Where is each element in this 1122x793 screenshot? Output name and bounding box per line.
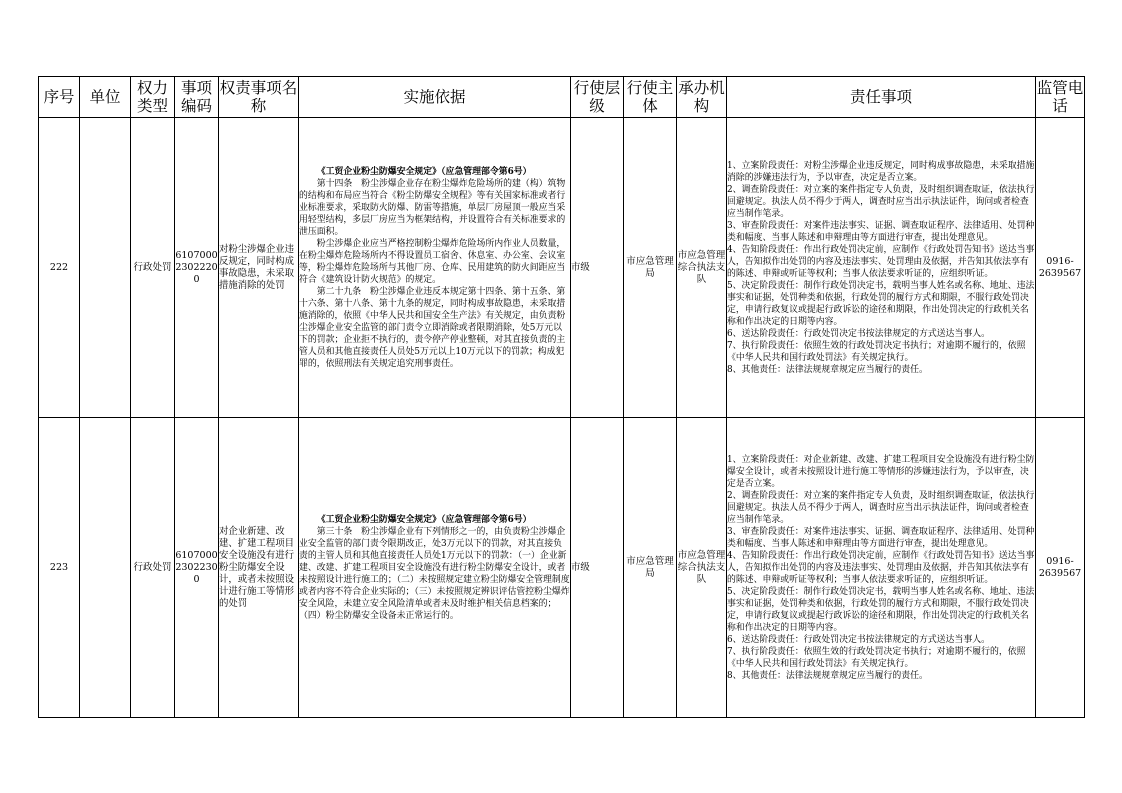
header-agency: 承办机构	[677, 77, 727, 118]
responsibility-item: 2、调查阶段责任：对立案的案件指定专人负责，及时组织调查取证，依法执行回避规定。执法人员不得少于两人，调查时应当出示执法证件，询问或者检查应当制作笔录。	[727, 490, 1035, 525]
table-row	[39, 118, 1085, 418]
responsibility-item: 8、其他责任：法律法规规章规定应当履行的责任。	[727, 670, 928, 681]
responsibility-cell	[727, 118, 1036, 418]
basis-paragraph: 第二十九条 粉尘涉爆企业违反本规定第十四条、第十五条、第十六条、第十八条、第十九条的规定，同时构成事故隐患，未采取措施消除的，依照《中华人民共和国安全生产法》有关规定，由负责粉尘涉爆企业安全监管的部门责令立即消除或者限期消除，处5万元以下的罚款；企业拒不执行的，责令停产停业整顿，对其直接负责的主管人员和其他直接责任人员处5万元以上10万元以下的罚款；构成犯罪的，依照刑法有关规定追究刑事责任。	[299, 286, 566, 369]
table-header-row	[39, 77, 1085, 118]
header-basis: 实施依据	[299, 77, 571, 118]
item-code-cell: 610700023022200	[175, 118, 219, 418]
responsibility-item: 8、其他责任：法律法规规章规定应当履行的责任。	[727, 364, 928, 375]
responsibility-item: 6、送达阶段责任：行政处罚决定书按法律规定的方式送达当事人。	[727, 328, 991, 339]
seq-cell: 223	[39, 418, 80, 718]
level-cell: 市级	[571, 418, 624, 718]
responsibility-item: 2、调查阶段责任：对立案的案件指定专人负责，及时组织调查取证，依法执行回避规定。执法人员不得少于两人，调查时应当出示执法证件，询问或者检查应当制作笔录。	[727, 184, 1035, 219]
power-type-cell: 行政处罚	[131, 418, 175, 718]
responsibility-item: 3、审查阶段责任：对案件违法事实、证据、调查取证程序、法律适用、处罚种类和幅度、当事人陈述和申辩理由等方面进行审查，提出处理意见。	[727, 526, 1035, 549]
phone-cell: 0916-2639567	[1036, 118, 1085, 418]
responsibility-item: 5、决定阶段责任：制作行政处罚决定书，载明当事人姓名或名称、地址、违法事实和证据，处罚种类和依据，行政处罚的履行方式和期限，不服行政处罚决定，申请行政复议或提起行政诉讼的途径和期限，作出处罚决定的行政机关名称和作出决定的日期等内容。	[727, 280, 1035, 327]
responsibility-item: 4、告知阶段责任：作出行政处罚决定前，应制作《行政处罚告知书》送达当事人，告知拟作出处罚的内容及违法事实、处罚理由及依据，并告知其依法享有的陈述、申辩或听证等权利；当事人依法要求听证的，应组织听证。	[727, 550, 1035, 585]
responsibility-item: 1、立案阶段责任：对粉尘涉爆企业违反规定，同时构成事故隐患，未采取措施消除的涉嫌违法行为，予以审查，决定是否立案。	[727, 160, 1035, 183]
header-item-code: 事项编码	[175, 77, 219, 118]
power-type-cell: 行政处罚	[131, 118, 175, 418]
agency-cell: 市应急管理综合执法支队	[677, 118, 727, 418]
item-code-cell: 610700023022300	[175, 418, 219, 718]
responsibility-item: 7、执行阶段责任：依照生效的行政处罚决定书执行；对逾期不履行的，依照《中华人民共和国行政处罚法》有关规定执行。	[727, 646, 1026, 669]
header-phone: 监管电话	[1036, 77, 1085, 118]
responsibility-item: 6、送达阶段责任：行政处罚决定书按法律规定的方式送达当事人。	[727, 634, 991, 645]
basis-cell	[299, 118, 571, 418]
header-responsibility: 责任事项	[727, 77, 1036, 118]
seq-cell: 222	[39, 118, 80, 418]
item-name-cell: 对企业新建、改建、扩建工程项目安全设施没有进行粉尘防爆安全设计，或者未按照设计进行施工等情形的处罚	[219, 418, 299, 718]
responsibility-item: 5、决定阶段责任：制作行政处罚决定书，载明当事人姓名或名称、地址、违法事实和证据，处罚种类和依据，行政处罚的履行方式和期限，不服行政处罚决定，申请行政复议或提起行政诉讼的途径和期限，作出处罚决定的行政机关名称和作出决定的日期等内容。	[727, 586, 1035, 633]
unit-cell	[80, 118, 131, 418]
responsibility-item: 4、告知阶段责任：作出行政处罚决定前，应制作《行政处罚告知书》送达当事人，告知拟作出处罚的内容及违法事实、处罚理由及依据，并告知其依法享有的陈述、申辩或听证等权利；当事人依法要求听证的，应组织听证。	[727, 244, 1035, 279]
basis-cell	[299, 418, 571, 718]
agency-cell: 市应急管理综合执法支队	[677, 418, 727, 718]
basis-title: 《工贸企业粉尘防爆安全规定》（应急管理部令第6号）	[316, 166, 532, 177]
responsibility-cell	[727, 418, 1036, 718]
responsibility-item: 1、立案阶段责任：对企业新建、改建、扩建工程项目安全设施没有进行粉尘防爆安全设计，或者未按照设计进行施工等情形的涉嫌违法行为，予以审查，决定是否立案。	[727, 454, 1035, 489]
basis-title: 《工贸企业粉尘防爆安全规定》（应急管理部令第6号）	[316, 514, 532, 525]
basis-paragraph: 第三十条 粉尘涉爆企业有下列情形之一的，由负责粉尘涉爆企业安全监管的部门责令限期改正，处3万元以下的罚款，对其直接负责的主管人员和其他直接责任人员处1万元以下的罚款：（一）企业新建、改建、扩建工程项目安全设施没有进行粉尘防爆安全设计，或者未按照设计进行施工的；（二）未按照规定建立粉尘防爆安全管理制度或者内容不符合企业实际的；（三）未按照规定辨识评估管控粉尘爆炸安全风险，未建立安全风险清单或者未及时维护相关信息档案的；（四）粉尘防爆安全设备未正常运行的。	[299, 526, 570, 621]
level-cell: 市级	[571, 118, 624, 418]
header-subject: 行使主体	[624, 77, 677, 118]
basis-paragraph: 粉尘涉爆企业应当严格控制粉尘爆炸危险场所内作业人员数量，在粉尘爆炸危险场所内不得设置员工宿舍、休息室、办公室、会议室等，粉尘爆炸危险场所与其他厂房、仓库、民用建筑的防火间距应当符合《建筑设计防火规范》的规定。	[299, 238, 566, 285]
header-level: 行使层级	[571, 77, 624, 118]
subject-cell: 市应急管理局	[624, 118, 677, 418]
table-row	[39, 418, 1085, 718]
phone-cell: 0916-2639567	[1036, 418, 1085, 718]
power-list-table	[38, 76, 1085, 718]
unit-cell	[80, 418, 131, 718]
basis-paragraph: 第十四条 粉尘涉爆企业存在粉尘爆炸危险场所的建（构）筑物的结构和布局应当符合《粉尘防爆安全规程》等有关国家标准或者行业标准要求，采取防火防爆、防雷等措施，单层厂房屋顶一般应当采用轻型结构，多层厂房应当为框架结构，并设置符合有关标准要求的泄压面积。	[299, 178, 566, 237]
header-power-type: 权力类型	[131, 77, 175, 118]
header-unit: 单位	[80, 77, 131, 118]
header-item-name: 权责事项名称	[219, 77, 299, 118]
responsibility-item: 3、审查阶段责任：对案件违法事实、证据、调查取证程序、法律适用、处罚种类和幅度、当事人陈述和申辩理由等方面进行审查，提出处理意见。	[727, 220, 1035, 243]
responsibility-item: 7、执行阶段责任：依照生效的行政处罚决定书执行；对逾期不履行的，依照《中华人民共和国行政处罚法》有关规定执行。	[727, 340, 1026, 363]
item-name-cell: 对粉尘涉爆企业违反规定，同时构成事故隐患，未采取措施消除的处罚	[219, 118, 299, 418]
header-seq: 序号	[39, 77, 80, 118]
subject-cell: 市应急管理局	[624, 418, 677, 718]
